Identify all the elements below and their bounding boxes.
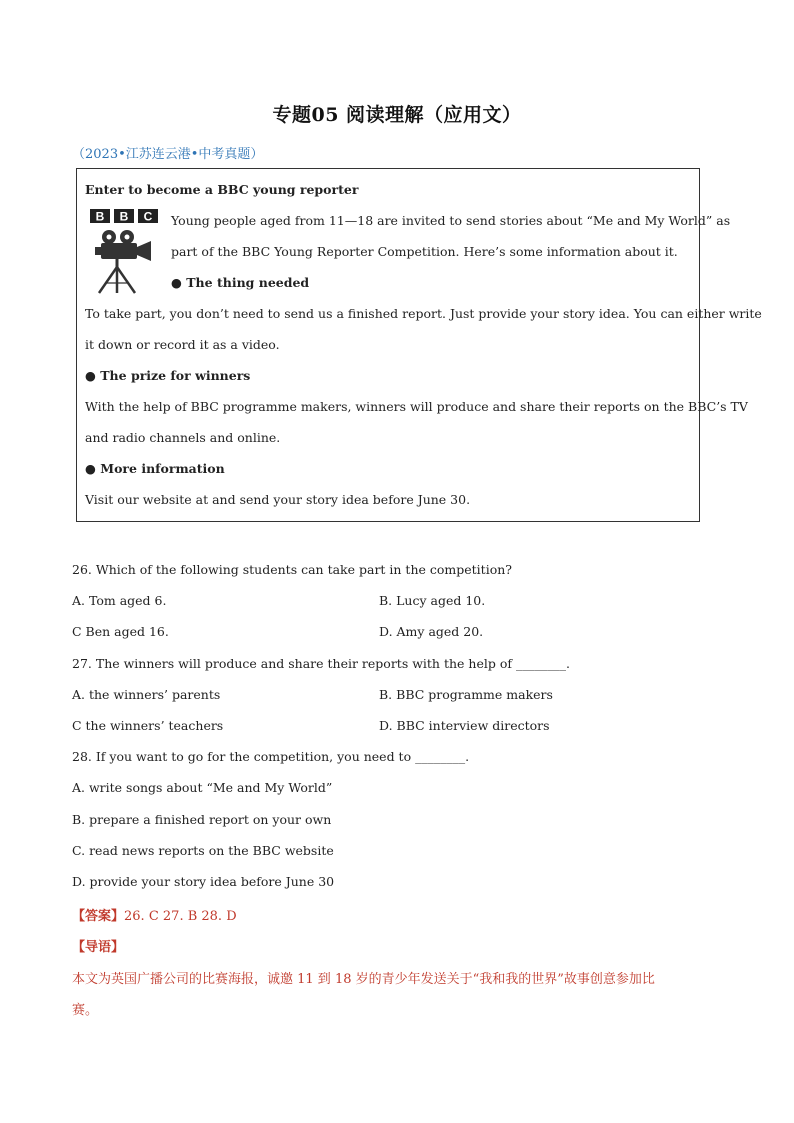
svg-text:C: C: [143, 209, 153, 224]
question-26-stem: 26. Which of the following students can take part in the competition?: [72, 562, 512, 577]
question-28-option-d: D. provide your story idea before June 30: [72, 874, 335, 889]
answer-label: 【答案】: [72, 909, 125, 924]
question-28-option-c: C. read news reports on the BBC website: [72, 843, 334, 858]
guide-text-line-1: 本文为英国广播公司的比赛海报，诚邀 11 到 18 岁的青少年发送关于“我和我的世界”故事创意参加比: [72, 972, 655, 987]
guide-text-line-2: 赛。: [72, 1003, 99, 1018]
question-28-stem: 28. If you want to go for the competition, you need to ________.: [72, 749, 470, 764]
section-text-more-info-1: Visit our website at and send your story idea before June 30.: [85, 492, 471, 507]
question-27-option-c: C the winners’ teachers: [72, 718, 224, 733]
bbc-camera-logo: [89, 207, 161, 295]
section-text-prize-2: and radio channels and online.: [85, 430, 281, 445]
passage-heading: Enter to become a BBC young reporter: [85, 182, 359, 197]
passage-intro-line-2: part of the BBC Young Reporter Competition. Here’s some information about it.: [171, 244, 678, 259]
page-title: 专题05 阅读理解（应用文）: [272, 104, 522, 126]
question-26-option-a: A. Tom aged 6.: [72, 593, 167, 608]
question-26-option-c: C Ben aged 16.: [72, 624, 169, 639]
guide-label: 【导语】: [72, 940, 125, 955]
question-28-option-a: A. write songs about “Me and My World”: [72, 780, 333, 795]
question-27-option-d: D. BBC interview directors: [379, 718, 550, 733]
svg-text:B: B: [95, 209, 105, 224]
question-27-option-a: A. the winners’ parents: [72, 687, 221, 702]
section-text-prize-1: With the help of BBC programme makers, winners will produce and share their reports on the BBC’s TV: [85, 399, 748, 414]
question-source: （2023•江苏连云港•中考真题）: [72, 147, 264, 162]
section-heading-prize: ● The prize for winners: [85, 368, 251, 383]
section-heading-thing-needed: ● The thing needed: [171, 275, 310, 290]
question-26-option-d: D. Amy aged 20.: [379, 624, 484, 639]
section-text-thing-needed-2: it down or record it as a video.: [85, 337, 280, 352]
camera-tripod-icon: [89, 207, 161, 295]
question-27-option-b: B. BBC programme makers: [379, 687, 553, 702]
section-heading-more-info: ● More information: [85, 461, 225, 476]
passage-intro-line-1: Young people aged from 11—18 are invited to send stories about “Me and My World” as: [171, 213, 731, 228]
question-26-option-b: B. Lucy aged 10.: [379, 593, 486, 608]
svg-text:B: B: [119, 209, 129, 224]
passage-box: [76, 168, 762, 522]
answer-value: 26. C 27. B 28. D: [124, 909, 237, 924]
section-text-thing-needed-1: To take part, you don’t need to send us a finished report. Just provide your story idea. You can either write: [85, 306, 762, 321]
question-27-stem: 27. The winners will produce and share their reports with the help of ________.: [72, 656, 570, 671]
answer-line: [72, 905, 237, 924]
question-28-option-b: B. prepare a finished report on your own: [72, 812, 332, 827]
